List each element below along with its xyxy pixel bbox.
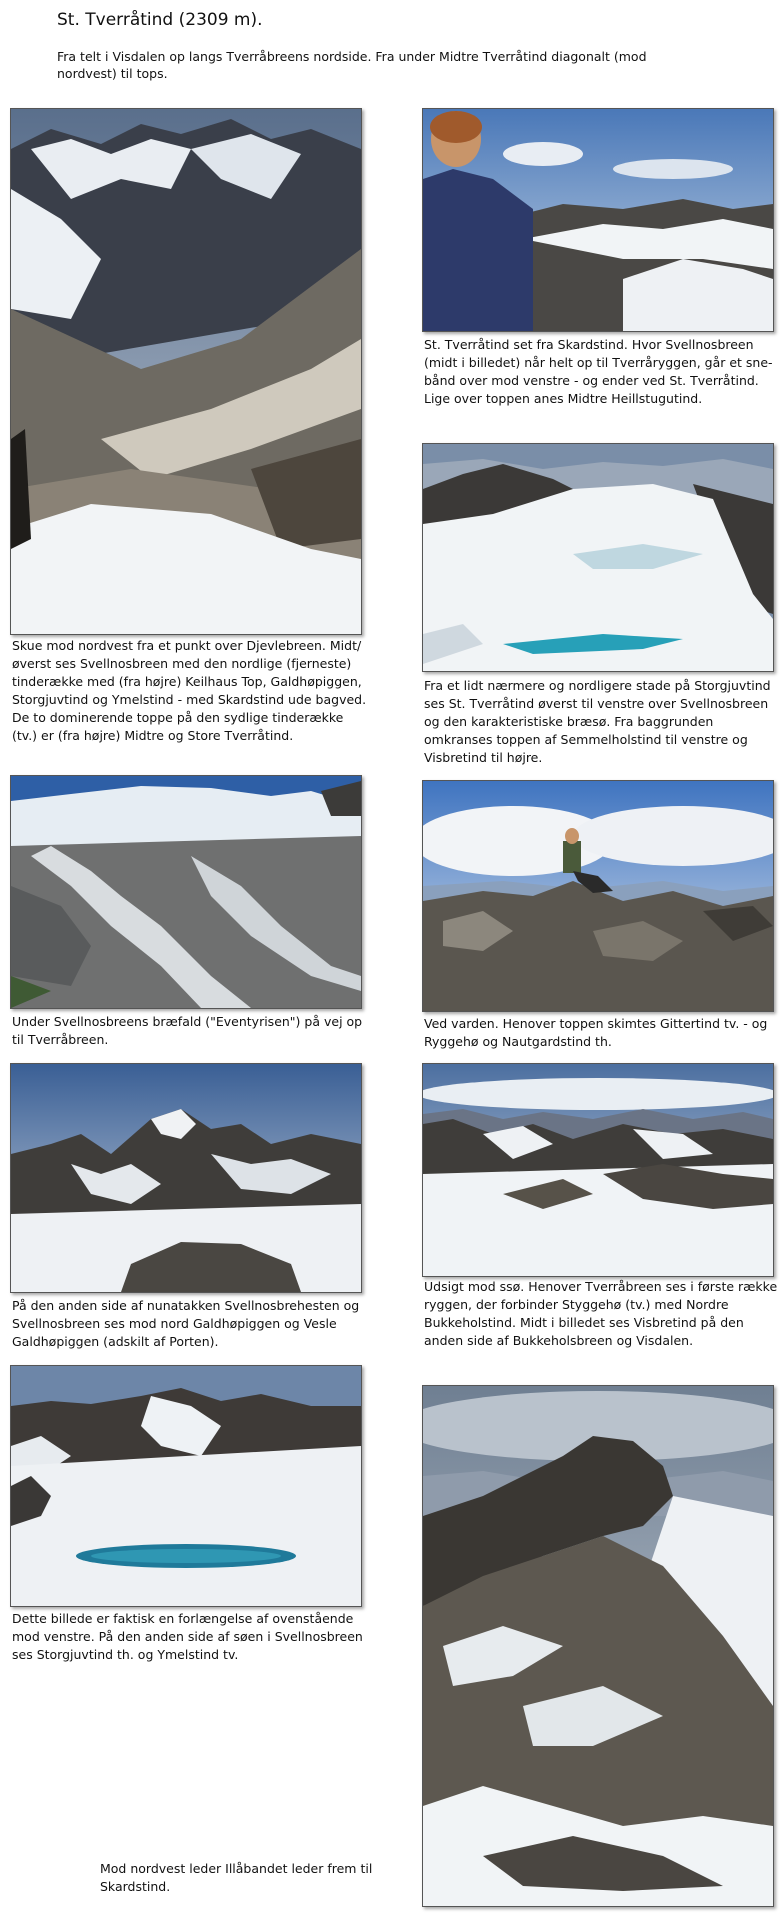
photo-djevlebreen-view — [10, 108, 362, 635]
caption-djevlebreen-view: Skue mod nordvest fra et punkt over Djevlebreen. Midt/øverst ses Svellnosbreen med den nordlige (fjerneste) tinderække med (fra højre) Keilhaus Top, Galdhøpiggen, Storgjuvtind og Ymelstind - med Skardstind ude bagved. De to dominerende toppe på den sydlige tinderække (tv.) er (fra højre) Midtre og Store Tverråtind. — [12, 638, 367, 743]
caption-from-skardstind: St. Tverråtind set fra Skardstind. Hvor Svellnosbreen (midt i billedet) når helt op til Tverråryggen, går et sne-bånd over mod venstre - og ender ved St. Tverråtind. Lige over toppen anes Midtre Heillstugutind. — [424, 337, 773, 406]
caption-from-storgjuvtind: Fra et lidt nærmere og nordligere stade på Storgjuvtind ses St. Tverråtind øverst til venstre over Svellnosbreen og den karakteristiske bræsø. Fra baggrunden omkranses toppen af Semmelholstind til venstre og Visbretind til højre. — [424, 678, 771, 765]
photo-illabandet — [422, 1385, 774, 1907]
photo-svellnosbreen-lake — [10, 1365, 362, 1607]
caption-eventyrisen-icefall: Under Svellnosbreens bræfald ("Eventyrisen") på vej op til Tverråbreen. — [12, 1014, 363, 1047]
photo-from-storgjuvtind — [422, 443, 774, 672]
photo-view-sso — [422, 1063, 774, 1277]
page-title: St. Tverråtind (2309 m). — [57, 10, 263, 30]
photo-galdhopiggen-north — [10, 1063, 362, 1293]
photo-ved-varden — [422, 780, 774, 1012]
intro-text: Fra telt i Visdalen op langs Tverråbreens nordside. Fra under Midtre Tverråtind diagonalt (mod nordvest) til tops. — [57, 49, 647, 81]
caption-svellnosbreen-lake: Dette billede er faktisk en forlængelse af ovenstående mod venstre. På den anden side af søen i Svellnosbreen ses Storgjuvtind th. og Ymelstind tv. — [12, 1611, 363, 1662]
caption-ved-varden: Ved varden. Henover toppen skimtes Gittertind tv. - og Ryggehø og Nautgardstind th. — [424, 1016, 768, 1049]
caption-illabandet: Mod nordvest leder Illåbandet leder frem til Skardstind. — [100, 1861, 373, 1894]
caption-view-sso: Udsigt mod ssø. Henover Tverråbreen ses i første række ryggen, der forbinder Styggehø (tv.) med Nordre Bukkeholstind. Midt i billedet ses Visbretind på den anden side af Bukkeholsbreen og Visdalen. — [424, 1279, 778, 1348]
caption-galdhopiggen-north: På den anden side af nunatakken Svellnosbrehesten og Svellnosbreen ses mod nord Galdhøpiggen og Vesle Galdhøpiggen (adskilt af Porten). — [12, 1298, 360, 1349]
photo-eventyrisen-icefall — [10, 775, 362, 1009]
photo-from-skardstind — [422, 108, 774, 332]
